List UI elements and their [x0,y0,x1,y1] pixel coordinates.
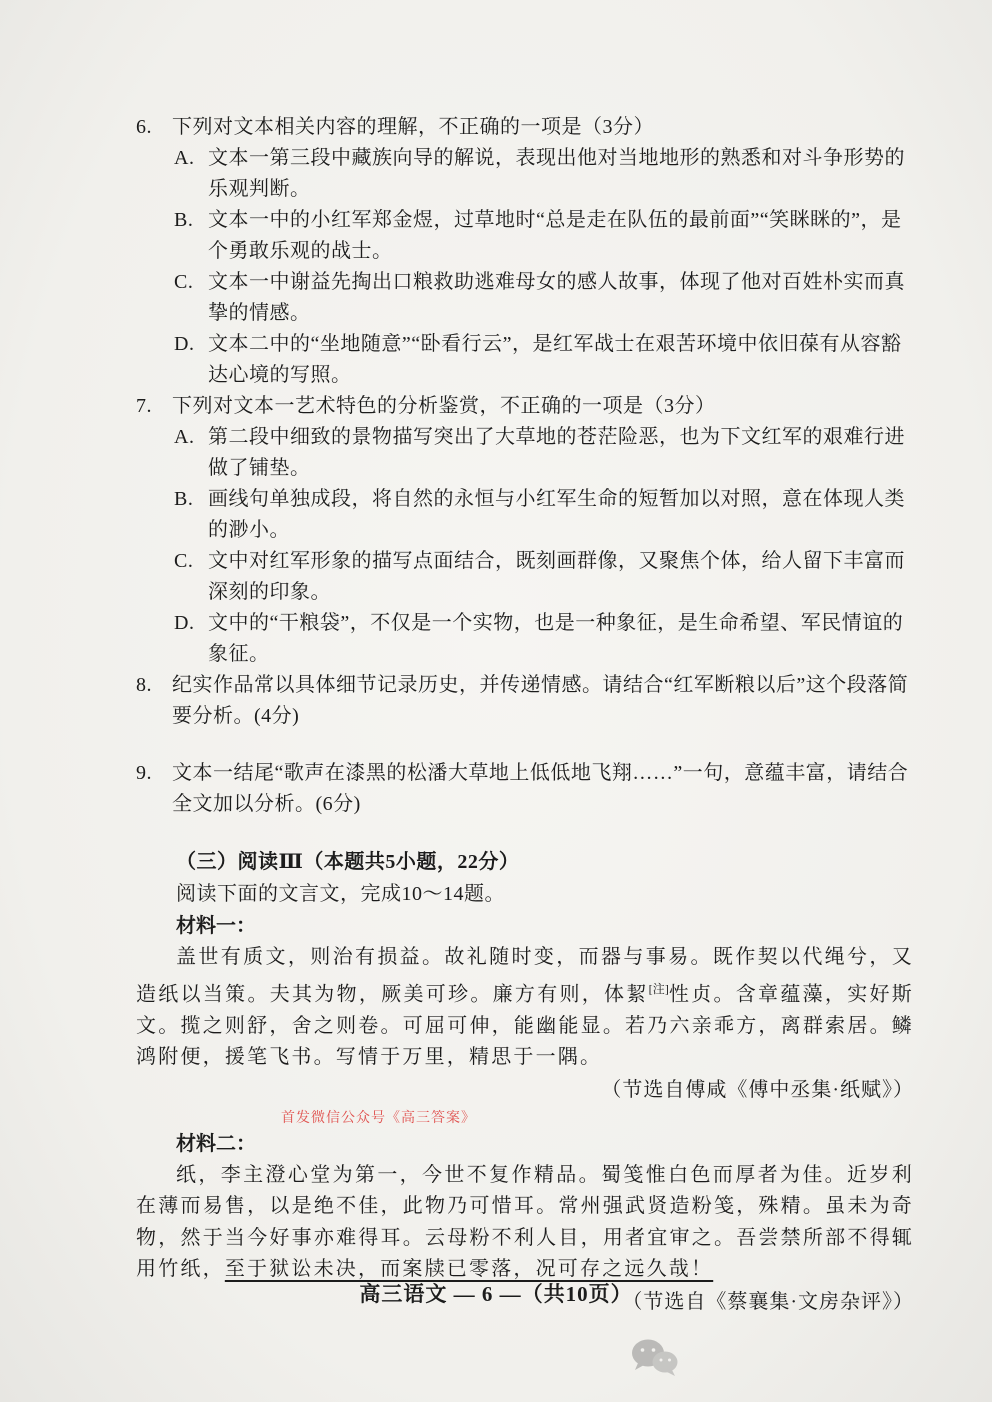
option-text-c: 文中对红军形象的描写点面结合，既刻画群像，又聚焦个体，给人留下丰富而深刻的印象。 [208,550,905,603]
material-2-attribution: （节选自《蔡襄集·文房杂评》） [622,1290,914,1313]
question-6-option-b [136,205,914,267]
question-7-stem-row [136,391,914,422]
question-6-option-a [136,143,914,205]
option-label-b: B. [174,209,194,231]
question-7-number: 7. [136,395,152,417]
question-7-option-c [136,546,914,608]
question-8-stem: 纪实作品常以具体细节记录历史，并传递情感。请结合“红军断粮以后”这个段落简要分析。(4分) [172,674,909,727]
option-label-a: A. [174,147,195,169]
option-label-a: A. [174,426,195,448]
page-footer: 高三语文 — 6 —（共10页） [359,1282,633,1306]
option-text-d: 文中的“干粮袋”，不仅是一个实物，也是一种象征，是生命希望、军民情谊的象征。 [208,612,904,665]
material-2-underlined-text: 至于狱讼未决，而案牍已零落，况可存之远久哉！ [224,1258,714,1281]
material-2-label: 材料二： [176,1132,256,1155]
page-content [136,112,914,1318]
question-8-number: 8. [136,674,152,696]
question-7-option-b [136,484,914,546]
option-text-b: 画线句单独成段，将自然的永恒与小红军生命的短暂加以对照，意在体现人类的渺小。 [208,488,905,541]
spacer [136,820,914,846]
material-1-label: 材料一： [176,915,256,937]
question-6-number: 6. [136,116,152,138]
question-8-stem-row [136,670,914,732]
option-label-c: C. [174,550,194,572]
option-label-d: D. [174,333,195,355]
watermark-text: 首发微信公众号《高三答案》 [281,1108,476,1125]
question-7-stem: 下列对文本一艺术特色的分析鉴赏，不正确的一项是（3分） [172,395,716,417]
material-1-text [136,942,914,1074]
option-label-b: B. [174,488,194,510]
section-3-intro: 阅读下面的文言文，完成10～14题。 [176,883,505,905]
material-1-text-after-note: 性贞。含章蕴藻，实好斯文。揽之则舒，舍之则卷。可屈可伸，能幽能显。若乃六亲乖方，离群索居。鳞鸿附便，援笔飞书。写情于万里，精思于一隅。 [136,983,914,1069]
wechat-icon [628,1336,680,1380]
option-label-d: D. [174,612,195,634]
question-9-number: 9. [136,762,152,784]
option-text-b: 文本一中的小红军郑金煜，过草地时“总是走在队伍的最前面”“笑眯眯的”，是个勇敢乐观的战士。 [208,209,902,262]
material-1-attribution: （节选自傅咸《傅中丞集·纸赋》） [601,1078,914,1101]
question-7-option-a [136,422,914,484]
option-label-c: C. [174,271,194,293]
spacer [136,732,914,758]
material-2-text [136,1160,914,1286]
option-text-a: 第二段中细致的景物描写突出了大草地的苍茫险恶，也为下文红军的艰难行进做了铺垫。 [208,426,905,479]
question-6-stem: 下列对文本相关内容的理解，不正确的一项是（3分） [172,116,654,138]
question-9-stem-row [136,758,914,820]
section-3-heading: （三）阅读Ⅲ（本题共5小题，22分） [176,851,520,873]
question-6-option-c [136,267,914,329]
option-text-c: 文本一中谢益先掏出口粮救助逃难母女的感人故事，体现了他对百姓朴实而真挚的情感。 [208,271,905,324]
question-6-stem-row [136,112,914,143]
question-6-option-d [136,329,914,391]
option-text-a: 文本一第三段中藏族向导的解说，表现出他对当地地形的熟悉和对斗争形势的乐观判断。 [208,147,905,200]
question-9-stem: 文本一结尾“歌声在漆黑的松潘大草地上低低地飞翔……”一句，意蕴丰富，请结合全文加以分析。(6分) [172,762,909,815]
option-text-d: 文本二中的“坐地随意”“卧看行云”，是红军战士在艰苦环境中依旧葆有从容豁达心境的写照。 [208,333,902,386]
material-2-text-plain: 纸，李主澄心堂为第一，今世不复作精品。蜀笺惟白色而厚者为佳。近岁利在薄而易售，以是绝不佳，此物乃可惜耳。常州强武贤造粉笺，殊精。虽未为奇物，然于当今好事亦难得耳。云母粉不利人目，用者宜审之。吾尝禁所部不得辄用竹纸， [136,1163,914,1281]
material-1-text-before-note: 盖世有质文，则治有损益。故礼随时变，而器与事易。既作契以代绳兮，又造纸以当策。夫其为物，厥美可珍。廉方有则，体絜 [136,946,914,1006]
note-superscript: [注] [648,981,669,996]
question-7-option-d [136,608,914,670]
